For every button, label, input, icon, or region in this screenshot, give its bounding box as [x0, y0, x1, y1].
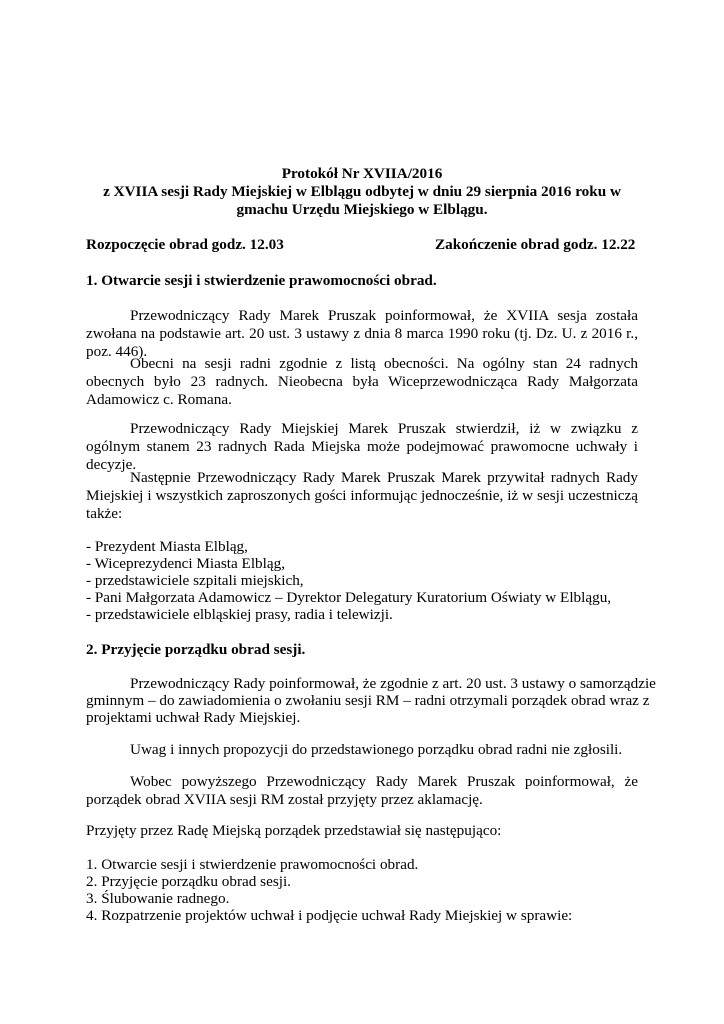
section2-heading: 2. Przyjęcie porządku obrad sesji.: [86, 641, 306, 658]
section1-paragraph3: Przewodniczący Rady Miejskiej Marek Pruszak stwierdził, iż w związku z ogólnym stanem 23 radnych Rada Miejska może podejmować prawomocne uchwały i decyzje.: [86, 420, 638, 473]
section2-paragraph4: Przyjęty przez Radę Miejską porządek przedstawiał się następująco:: [86, 822, 502, 839]
section1-paragraph2: Obecni na sesji radni zgodnie z listą obecności. Na ogólny stan 24 radnych obecnych było 23 radnych. Nieobecna była Wiceprzewodnicząca Rady Małgorzata Adamowicz c. Romana.: [86, 355, 638, 408]
section2-paragraph2: Uwag i innych propozycji do przedstawionego porządku obrad radni nie zgłosili.: [130, 741, 623, 758]
section2-paragraph3: Wobec powyższego Przewodniczący Rady Marek Pruszak poinformował, że porządek obrad XVIIA sesji RM został przyjęty przez aklamację.: [86, 773, 638, 808]
agenda-item: 1. Otwarcie sesji i stwierdzenie prawomocności obrad.: [86, 856, 419, 873]
guest-list-item: - Pani Małgorzata Adamowicz – Dyrektor Delegatury Kuratorium Oświaty w Elblągu,: [86, 589, 612, 606]
section1-paragraph1: Przewodniczący Rady Marek Pruszak poinformował, że XVIIA sesja została zwołana na podstawie art. 20 ust. 3 ustawy z dnia 8 marca 1990 roku (tj. Dz. U. z 2016 r., poz. 446).: [86, 307, 638, 360]
section2-paragraph1-line1: Przewodniczący Rady poinformował, że zgodnie z art. 20 ust. 3 ustawy o samorządzie: [130, 675, 656, 692]
section1-heading: 1. Otwarcie sesji i stwierdzenie prawomocności obrad.: [86, 272, 437, 289]
section2-paragraph1-line2: gminnym – do zawiadomienia o zwołaniu sesji RM – radni otrzymali porządek obrad wraz z: [86, 692, 650, 709]
end-time: Zakończenie obrad godz. 12.22: [435, 236, 636, 253]
document-title-line2: z XVIIA sesji Rady Miejskiej w Elblągu odbytej w dniu 29 sierpnia 2016 roku w: [103, 183, 621, 200]
agenda-item: 2. Przyjęcie porządku obrad sesji.: [86, 873, 291, 890]
guest-list-item: - Prezydent Miasta Elbląg,: [86, 538, 248, 555]
guest-list-item: - przedstawiciele elbląskiej prasy, radia i telewizji.: [86, 606, 393, 623]
section2-paragraph1-line3: projektami uchwał Rady Miejskiej.: [86, 709, 301, 726]
section1-paragraph4: Następnie Przewodniczący Rady Marek Pruszak Marek przywitał radnych Rady Miejskiej i wszystkich zaproszonych gości informując jednocześnie, iż w sesji uczestniczą także:: [86, 469, 638, 522]
start-time: Rozpoczęcie obrad godz. 12.03: [86, 236, 284, 253]
agenda-item: 3. Ślubowanie radnego.: [86, 890, 230, 907]
document-title-line1: Protokół Nr XVIIA/2016: [281, 165, 443, 182]
document-title-line3: gmachu Urzędu Miejskiego w Elblągu.: [236, 201, 488, 218]
agenda-item: 4. Rozpatrzenie projektów uchwał i podjęcie uchwał Rady Miejskiej w sprawie:: [86, 907, 573, 924]
guest-list-item: - Wiceprezydenci Miasta Elbląg,: [86, 555, 285, 572]
guest-list-item: - przedstawiciele szpitali miejskich,: [86, 572, 304, 589]
